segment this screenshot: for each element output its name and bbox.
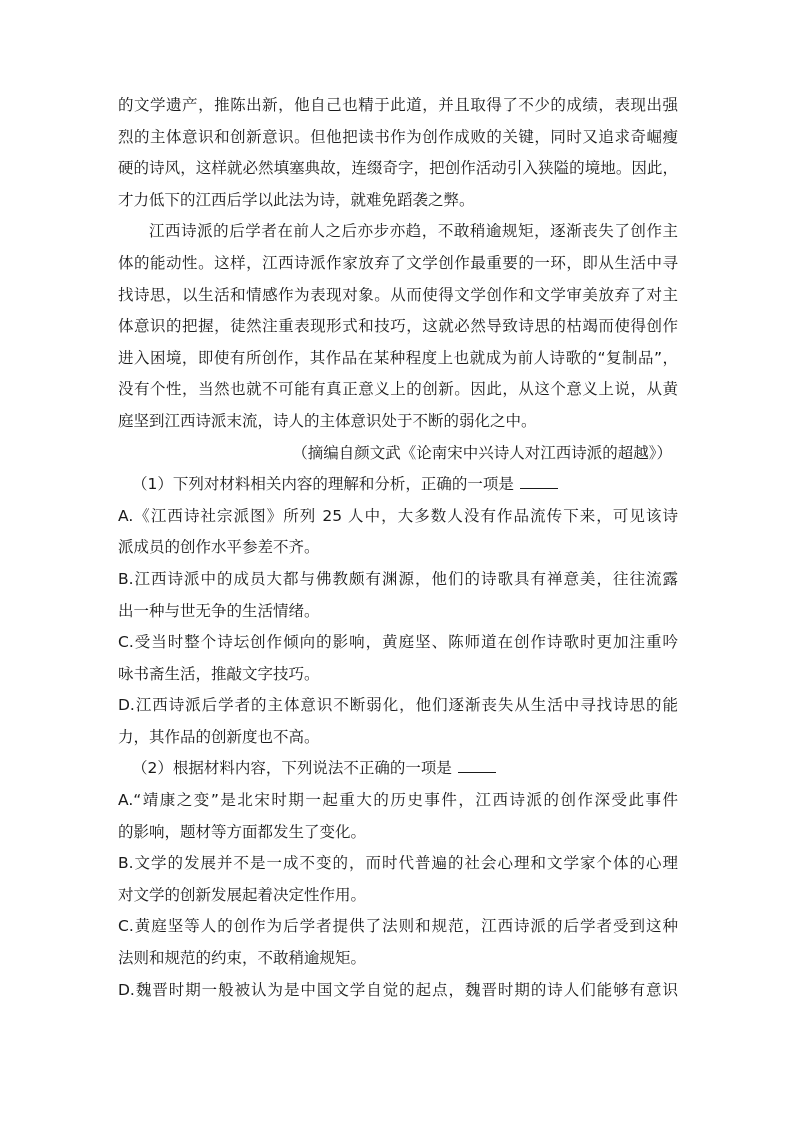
passage-paragraph-2 — [118, 216, 678, 437]
option-line: 对文学的创新发展起着决定性作用。 — [118, 885, 367, 904]
passage-paragraph-1 — [118, 90, 678, 216]
text-line: 庭坚到江西诗派末流，诗人的主体意识处于不断的弱化之中。 — [118, 411, 537, 430]
option-line: 的影响，题材等方面都发生了变化。 — [118, 822, 367, 841]
document-page — [118, 90, 678, 1006]
text-line: 找诗思，以生活和情感作为表现对象。从而使得文学创作和文学审美放弃了对主 — [118, 285, 678, 304]
option-line: 咏书斋生活，推敲文字技巧。 — [118, 664, 320, 683]
option-line: A.“靖康之变”是北宋时期一起重大的历史事件，江西诗派的创作深受此事件 — [118, 791, 678, 810]
option-line: D.江西诗派后学者的主体意识不断弱化，他们逐渐丧失从生活中寻找诗思的能 — [118, 696, 678, 715]
option-line: C.受当时整个诗坛创作倾向的影响，黄庭坚、陈师道在创作诗歌时更加注重吟 — [118, 633, 678, 652]
option-a[interactable] — [118, 501, 678, 564]
text-line: 硬的诗风，这样就必然填塞典故，连缀奇字，把创作活动引入狭隘的境地。因此， — [118, 159, 678, 178]
option-line: 出一种与世无争的生活情绪。 — [118, 601, 320, 620]
text-line: 没有个性，当然也就不可能有真正意义上的创新。因此，从这个意义上说，从黄 — [118, 380, 678, 399]
option-a[interactable] — [118, 785, 678, 848]
option-line: 法则和规范的约束，不敢稍逾规矩。 — [118, 949, 367, 968]
text-line: 江西诗派的后学者在前人之后亦步亦趋，不敢稍逾规矩，逐渐丧失了创作主 — [149, 222, 678, 241]
option-line: C.黄庭坚等人的创作为后学者提供了法则和规范，江西诗派的后学者受到这种 — [118, 917, 678, 936]
answer-blank[interactable] — [520, 472, 558, 489]
option-line: B.文学的发展并不是一成不变的，而时代普遍的社会心理和文学家个体的心理 — [118, 854, 678, 873]
question-2 — [118, 753, 678, 1006]
text-line: 进入困境，即使有所创作，其作品在某种程度上也就成为前人诗歌的“复制品”， — [118, 348, 678, 367]
option-line: 力，其作品的创新度也不高。 — [118, 727, 320, 746]
option-line: D.魏晋时期一般被认为是中国文学自觉的起点，魏晋时期的诗人们能够有意识 — [118, 980, 678, 999]
text-line: 烈的主体意识和创新意识。但他把读书作为创作成败的关键，同时又追求奇崛瘦 — [118, 127, 678, 146]
question-stem — [118, 469, 678, 501]
option-line: B.江西诗派中的成员大都与佛教颇有渊源，他们的诗歌具有禅意美，往往流露 — [118, 569, 678, 588]
text-line: 体的能动性。这样，江西诗派作家放弃了文学创作最重要的一环，即从生活中寻 — [118, 253, 678, 272]
option-line: A.《江西诗社宗派图》所列 25 人中，大多数人没有作品流传下来，可见该诗 — [118, 506, 678, 525]
option-d[interactable] — [118, 975, 678, 1007]
option-c[interactable] — [118, 627, 678, 690]
option-c[interactable] — [118, 911, 678, 974]
question-stem-text: （1）下列对材料相关内容的理解和分析，正确的一项是 — [132, 475, 514, 494]
source-citation: （摘编自颜文武《论南宋中兴诗人对江西诗派的超越》） — [292, 443, 672, 462]
option-line: 派成员的创作水平参差不齐。 — [118, 538, 320, 557]
option-d[interactable] — [118, 690, 678, 753]
question-1 — [118, 469, 678, 753]
option-b[interactable] — [118, 564, 678, 627]
question-stem-text: （2）根据材料内容，下列说法不正确的一项是 — [132, 759, 452, 778]
text-line: 才力低下的江西后学以此法为诗，就难免蹈袭之弊。 — [118, 190, 475, 209]
option-b[interactable] — [118, 848, 678, 911]
question-stem — [118, 753, 678, 785]
answer-blank[interactable] — [458, 756, 496, 773]
text-line: 的文学遗产，推陈出新，他自己也精于此道，并且取得了不少的成绩，表现出强 — [118, 96, 678, 114]
text-line: 体意识的把握，徒然注重表现形式和技巧，这就必然导致诗思的枯竭而使得创作 — [118, 317, 678, 336]
